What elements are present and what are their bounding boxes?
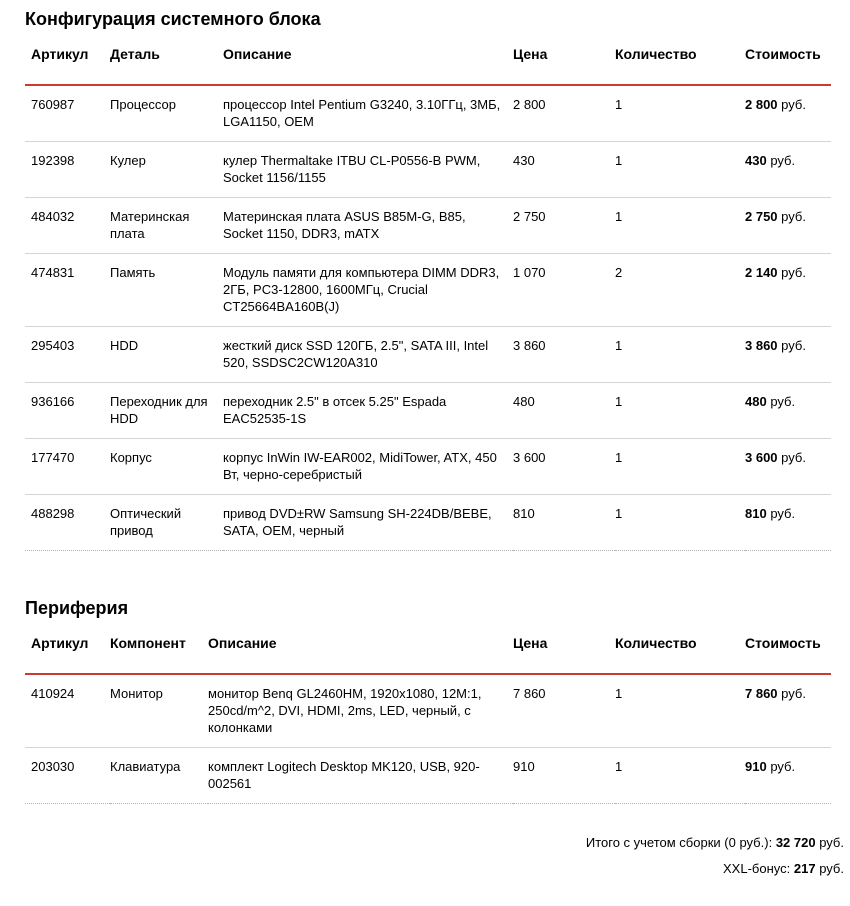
column-header-price: Цена (513, 30, 615, 85)
description-cell: Материнская плата ASUS B85M-G, B85, Socket 1150, DDR3, mATX (223, 198, 513, 254)
price-cell: 480 (513, 383, 615, 439)
total-with-assembly (25, 834, 844, 851)
bonus-currency: руб. (819, 861, 844, 876)
price-cell: 3 860 (513, 327, 615, 383)
column-header-part: Деталь (110, 30, 223, 85)
price-cell: 2 750 (513, 198, 615, 254)
quantity-cell: 1 (615, 97, 623, 112)
quantity-cell: 1 (615, 198, 745, 254)
description-cell: монитор Benq GL2460HM, 1920x1080, 12M:1, 250cd/m^2, DVI, HDMI, 2ms, LED, черный, с колонками (208, 686, 482, 735)
article-cell: 203030 (25, 748, 110, 804)
article-cell: 484032 (25, 198, 110, 254)
table-row (25, 142, 831, 198)
quantity-cell: 1 (615, 495, 745, 551)
table-header-row (25, 619, 831, 674)
price-cell: 2 800 (513, 97, 546, 112)
peripherals-section (25, 597, 831, 804)
column-header-cost: Стоимость (745, 619, 831, 674)
article-cell: 474831 (25, 254, 110, 327)
column-header-description: Описание (223, 30, 513, 85)
quantity-cell: 1 (615, 686, 623, 701)
price-cell: 3 600 (513, 439, 615, 495)
quantity-cell: 1 (615, 748, 745, 804)
totals (25, 834, 844, 877)
bonus-value: 217 (793, 861, 816, 876)
table-header-row (25, 30, 831, 85)
section-title-peripherals: Периферия (25, 598, 129, 618)
total-label: Итого с учетом сборки (0 руб.): (585, 835, 773, 850)
article-cell: 488298 (25, 495, 110, 551)
xxl-bonus (25, 860, 844, 877)
column-header-price: Цена (513, 619, 615, 674)
description-cell: жесткий диск SSD 120ГБ, 2.5", SATA III, Intel 520, SSDSC2CW120A310 (223, 327, 513, 383)
column-header-quantity: Количество (615, 619, 745, 674)
table-row (25, 383, 831, 439)
component-cell: Монитор (110, 686, 163, 701)
component-cell: Материнская плата (110, 198, 223, 254)
bonus-label: XXL-бонус: (723, 861, 791, 876)
article-cell: 936166 (25, 383, 110, 439)
description-cell: комплект Logitech Desktop MK120, USB, 920-002561 (208, 748, 513, 804)
component-cell: Оптический привод (110, 495, 223, 551)
system-unit-section (25, 8, 831, 551)
component-cell: Корпус (110, 439, 223, 495)
price-cell: 7 860 (513, 686, 546, 701)
table-row (25, 327, 831, 383)
total-currency: руб. (819, 835, 844, 850)
price-cell: 430 (513, 142, 615, 198)
component-cell: Клавиатура (110, 748, 208, 804)
article-cell: 760987 (31, 97, 75, 112)
quantity-cell: 1 (615, 439, 745, 495)
cost-cell: 810 руб. (745, 495, 831, 551)
article-cell: 192398 (25, 142, 110, 198)
quantity-cell: 1 (615, 142, 745, 198)
cost-cell: 3 860 руб. (745, 327, 831, 383)
table-row (25, 198, 831, 254)
description-cell: привод DVD±RW Samsung SH-224DB/BEBE, SATA, OEM, черный (223, 495, 513, 551)
description-cell: корпус InWin IW-EAR002, MidiTower, ATX, 450 Вт, черно-серебристый (223, 439, 513, 495)
cost-cell: 430 руб. (745, 142, 831, 198)
component-cell: Кулер (110, 142, 223, 198)
quantity-cell: 2 (615, 254, 745, 327)
section-title-system-unit: Конфигурация системного блока (25, 9, 321, 29)
cost-cell: 2 750 руб. (745, 198, 831, 254)
column-header-article: Артикул (25, 619, 110, 674)
components-table (25, 30, 831, 551)
description-cell: кулер Thermaltake ITBU CL-P0556-B PWM, Socket 1156/1155 (223, 142, 513, 198)
total-value: 32 720 (775, 835, 816, 850)
column-header-cost: Стоимость (745, 30, 831, 85)
cost-cell: 2 140 руб. (745, 254, 831, 327)
cost-cell: 3 600 руб. (745, 439, 831, 495)
price-cell: 810 (513, 495, 615, 551)
table-row (25, 495, 831, 551)
column-header-component: Компонент (110, 619, 208, 674)
component-cell: Переходник для HDD (110, 383, 223, 439)
column-header-description: Описание (208, 619, 513, 674)
table-row (25, 85, 831, 142)
table-row (25, 748, 831, 804)
table-row (25, 674, 831, 748)
cost-cell: 2 800 руб. (745, 97, 806, 112)
cost-cell: 480 руб. (745, 383, 831, 439)
component-cell: Процессор (110, 97, 176, 112)
component-cell: Память (110, 254, 223, 327)
quantity-cell: 1 (615, 327, 745, 383)
description-cell: процессор Intel Pentium G3240, 3.10ГГц, 3МБ, LGA1150, OEM (223, 97, 501, 129)
table-row (25, 254, 831, 327)
quantity-cell: 1 (615, 383, 745, 439)
article-cell: 177470 (25, 439, 110, 495)
cost-cell: 910 руб. (745, 748, 831, 804)
column-header-quantity: Количество (615, 30, 745, 85)
price-cell: 910 (513, 748, 615, 804)
cost-cell: 7 860 руб. (745, 686, 806, 701)
article-cell: 295403 (25, 327, 110, 383)
article-cell: 410924 (31, 686, 75, 701)
component-cell: HDD (110, 327, 223, 383)
column-header-article: Артикул (25, 30, 110, 85)
description-cell: переходник 2.5" в отсек 5.25" Espada EAC52535-1S (223, 383, 513, 439)
price-cell: 1 070 (513, 254, 615, 327)
peripherals-table (25, 619, 831, 804)
table-row (25, 439, 831, 495)
description-cell: Модуль памяти для компьютера DIMM DDR3, 2ГБ, PC3-12800, 1600МГц, Crucial CT25664BA160B(J) (223, 254, 513, 327)
